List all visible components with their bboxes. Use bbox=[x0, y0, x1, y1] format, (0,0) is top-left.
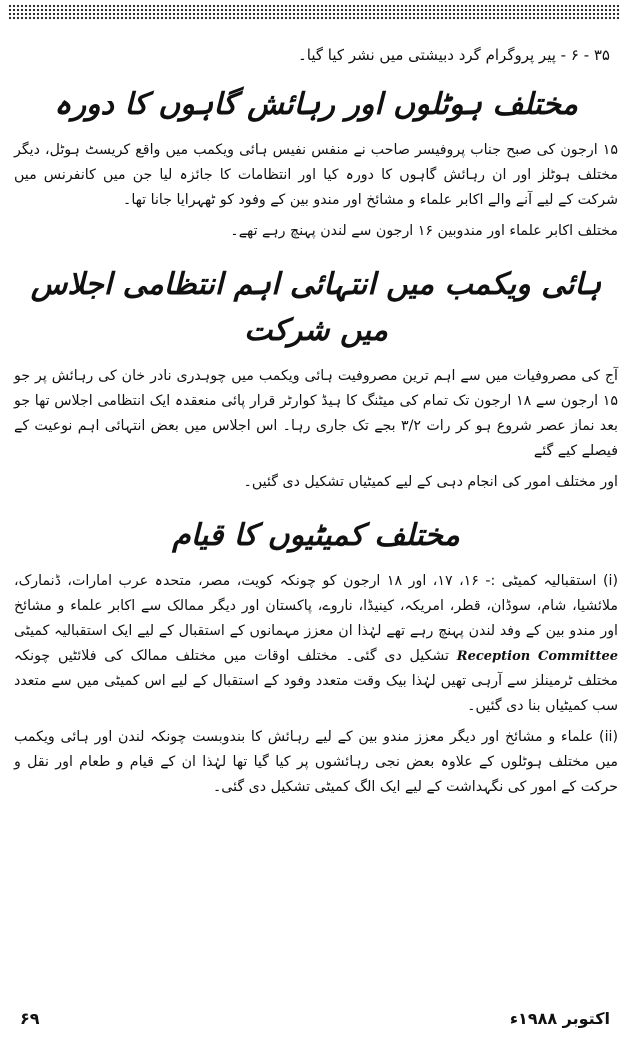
paragraph-text: (i) استقبالیہ کمیٹی :- ۱۶، ۱۷، اور ۱۸ ارجون کو چونکہ کویت، مصر، متحدہ عرب امارات، ڈنمارک، ملائشیا، شام، سوڈان، قطر، امریکہ، کینیڈا، ناروے، پاکستان اور دیگر ممالک سے اکابر علماء و مشائخ اور مندو بین کے وفد لندن پہنچ رہے تھے لہٰذا ان معزز مہمانوں کے استقبال کے لیے ایک استقبالیہ کمیٹی bbox=[14, 573, 618, 639]
paragraph: ۱۵ ارجون کی صبح جناب پروفیسر صاحب نے منفس نفیس ہائی ویکمب میں واقع کریسٹ ہوٹل، دیگر مختلف ہوٹلز اور ان رہائش گاہوں کا دورہ کیا اور انتظامات کا جائزہ لیا جن میں کانفرنس میں شرکت کے لیے آنے والے اکابر علماء و مشائخ اور مندو بین کے وفود کو ٹھہرایا جانا تھا۔ bbox=[14, 142, 618, 208]
page-footer bbox=[20, 1004, 610, 1032]
section-heading-meeting: ہائی ویکمب میں انتہائی اہم انتظامی اجلاس میں شرکت bbox=[30, 267, 602, 348]
dotted-top-border bbox=[8, 4, 620, 20]
section-heading-committees: مختلف کمیٹیوں کا قیام bbox=[172, 518, 460, 553]
paragraph: آج کی مصروفیات میں سے اہم ترین مصروفیت ہائی ویکمب میں چوہدری نادر خان کی رہائش پر جو ۱۵ ارجون سے ۱۸ ارجون تک تمام کی میٹنگ کا ہیڈ کوارٹر قرار پائی منعقدہ ایک انتظامی اجلاس تھا جو بعد نماز عصر شروع ہو کر رات ۳/۲ بجے تک جاری رہا۔ اس اجلاس میں بعض انتہائی اہم نوعیت کے فیصلے کیے گئے bbox=[14, 368, 619, 459]
paragraph: مختلف اکابر علماء اور مندوبین ۱۶ ارجون سے لندن پہنچ رہے تھے۔ bbox=[230, 223, 618, 239]
latin-term: Reception Committee bbox=[456, 649, 619, 664]
section-heading-hotels-visit: مختلف ہوٹلوں اور رہائش گاہوں کا دورہ bbox=[53, 87, 578, 122]
paragraph: اور مختلف امور کی انجام دہی کے لیے کمیٹیاں تشکیل دی گئیں۔ bbox=[243, 474, 618, 490]
page-number: ۶۹ bbox=[20, 1008, 40, 1028]
lead-line: ۳۵ - ۶ - پیر پروگرام گرد دبیشتی میں نشر کیا گیا۔ bbox=[298, 46, 610, 64]
page-body bbox=[14, 42, 618, 982]
paragraph-accommodation-committee: (ii) علماء و مشائخ اور دیگر معزز مندو بین کے لیے رہائش کا بندوبست چونکہ لندن اور ہائی ویکمب میں مختلف ہوٹلوں کے علاوہ بعض نجی رہائشوں پر کیا گیا تھا لہٰذا ان کے قیام و طعام اور نقل و حرکت کے امور کی نگہداشت کے لیے ایک الگ کمیٹی تشکیل دی گئی۔ bbox=[14, 729, 618, 795]
paragraph-reception-committee bbox=[14, 569, 618, 719]
paragraph-text: تشکیل دی گئی۔ مختلف اوقات میں مختلف ممالک کی فلائٹیں چونکہ مختلف ٹرمینلز سے آرہی تھیں لہٰذا بیک وقت متعدد وفود کے استقبال کے لیے اس کمیٹی میں سے متعدد سب کمیٹیاں بنا دی گئیں۔ bbox=[14, 648, 618, 714]
issue-date: اکتوبر ۱۹۸۸ء bbox=[509, 1008, 610, 1028]
